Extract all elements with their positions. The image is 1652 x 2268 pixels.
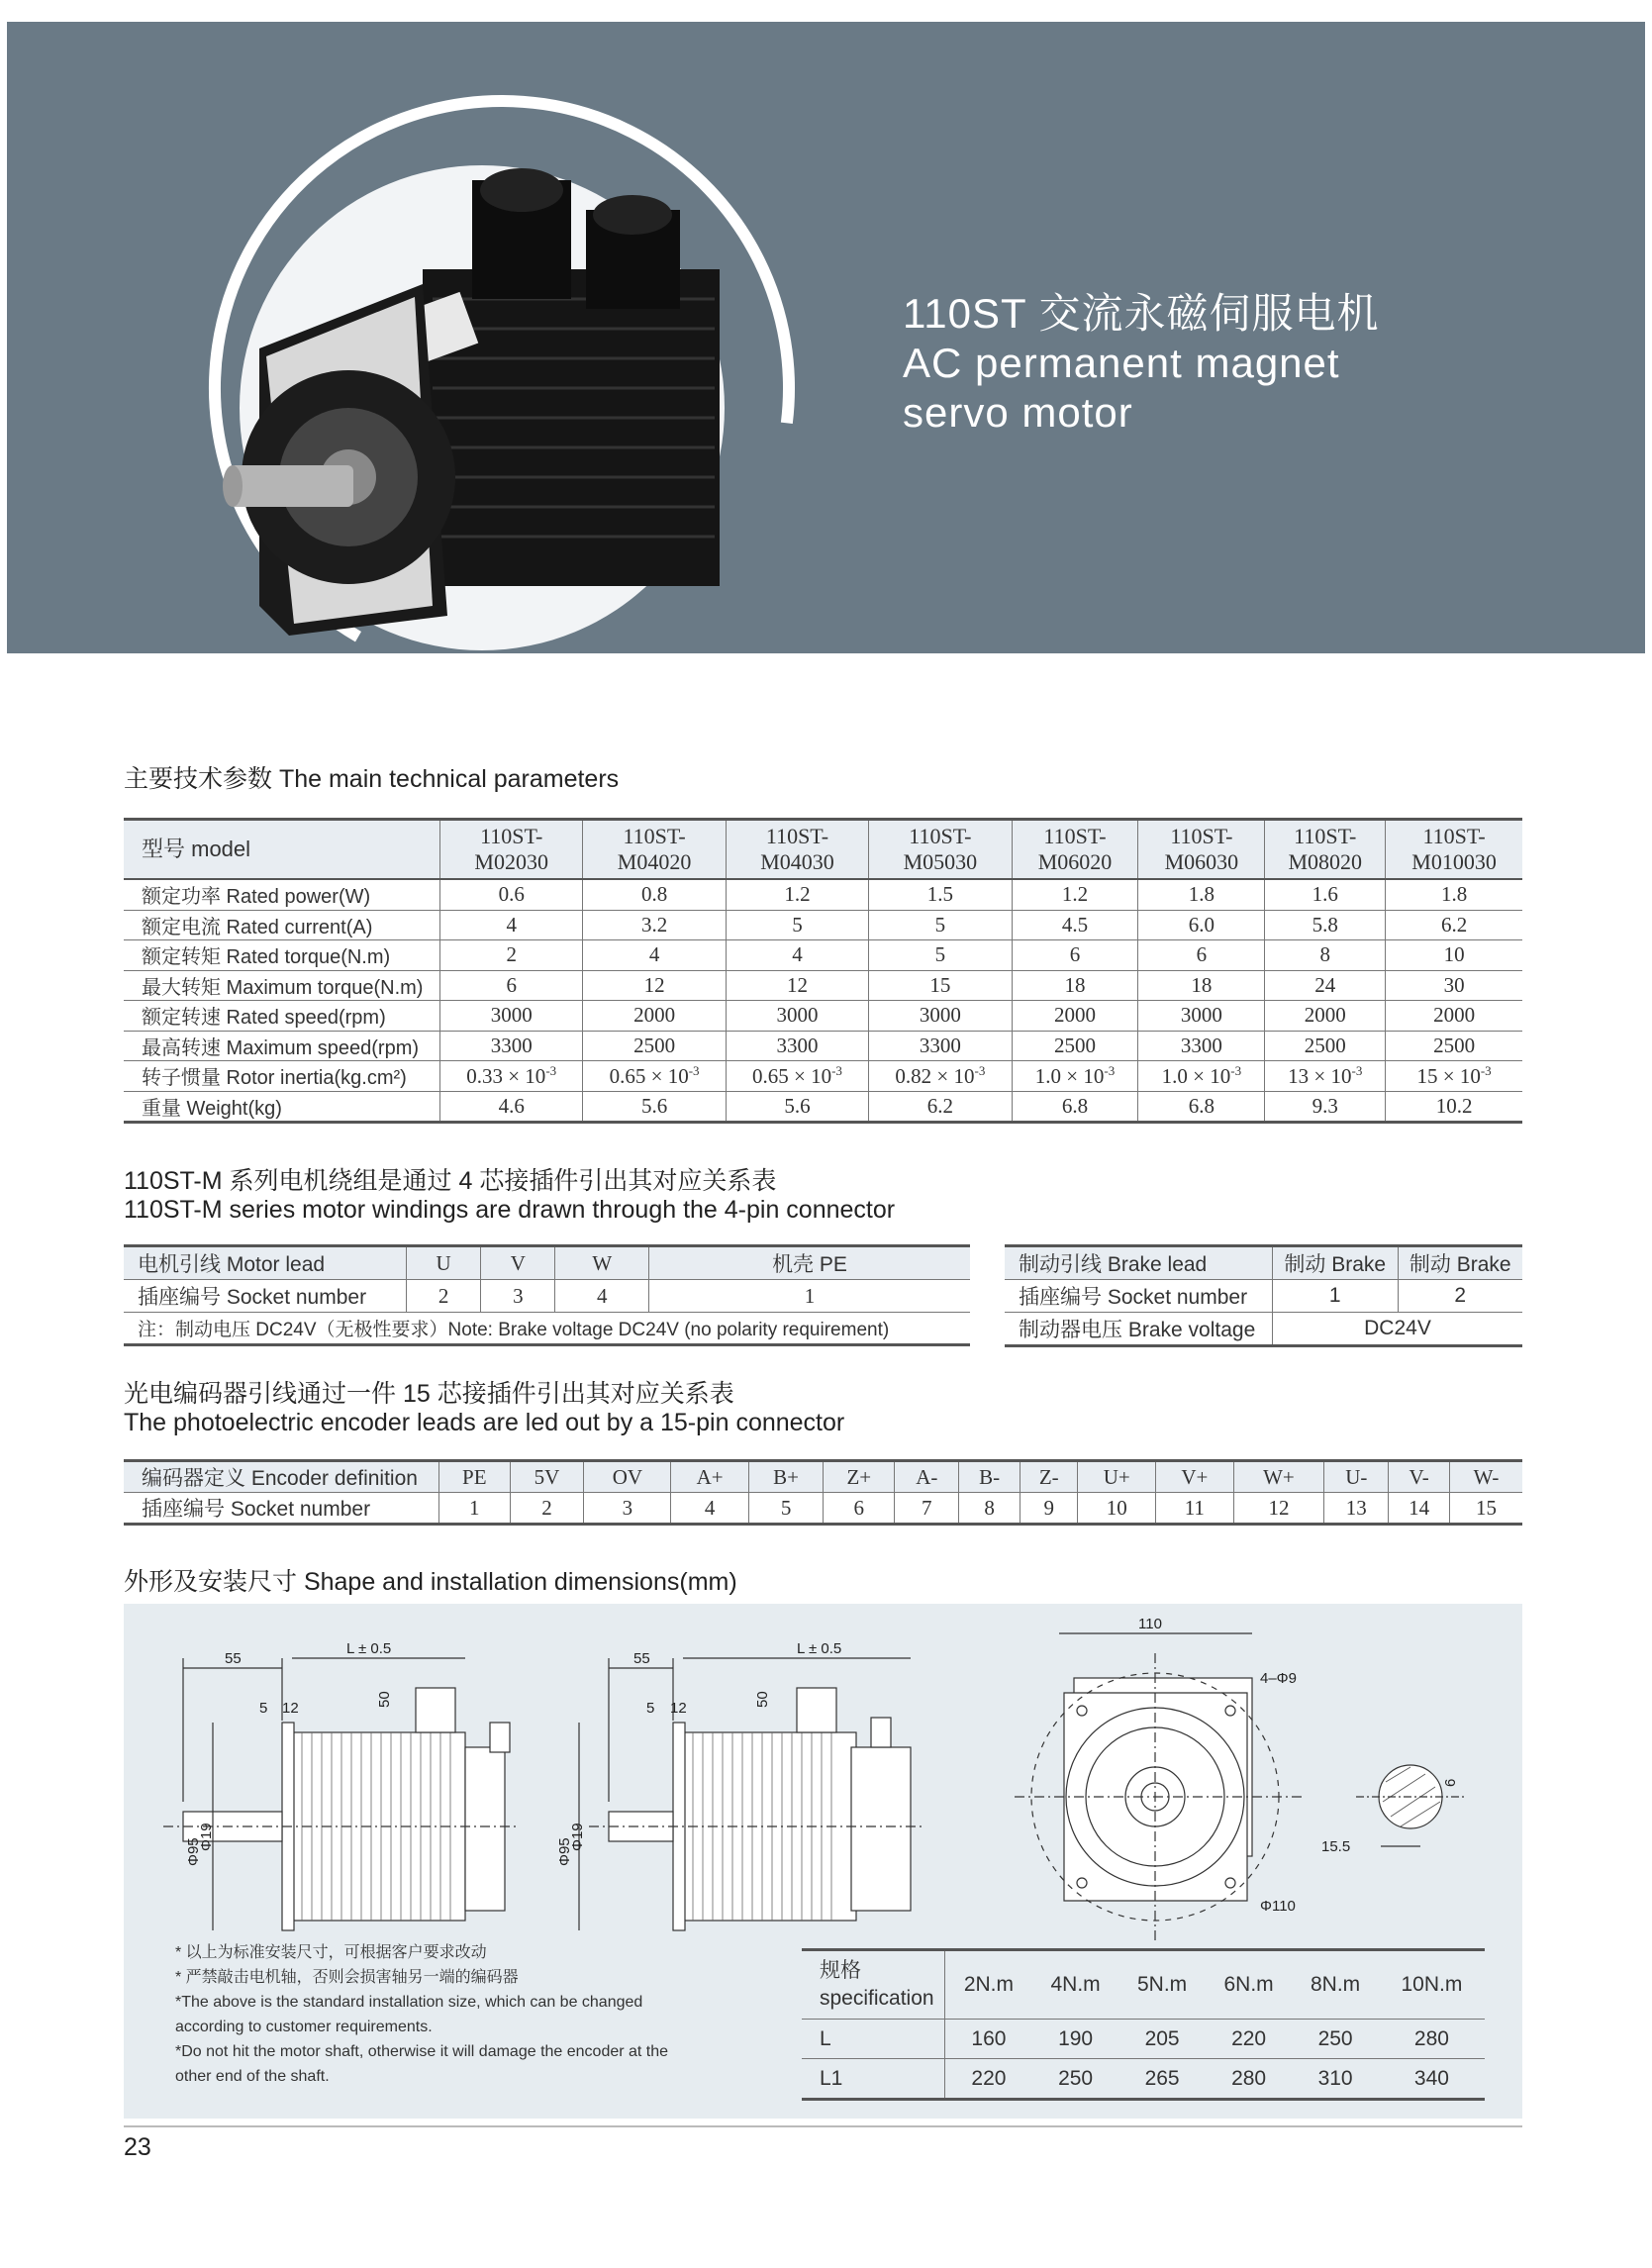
table-cell: 6 (440, 970, 583, 1001)
model-prefix: 110ST- (1294, 824, 1357, 848)
dim-15-5: 15.5 (1321, 1838, 1351, 1855)
table-cell (1012, 1061, 1138, 1092)
model-name (440, 820, 583, 880)
table-cell: 6 (1012, 940, 1138, 971)
model-code: M06030 (1164, 849, 1239, 874)
hero-title-cn: 110ST 交流永磁伺服电机 (903, 290, 1380, 337)
spec-cell: 220 (1206, 2020, 1293, 2059)
row-label: 转子惯量 Rotor inertia(kg.cm²) (124, 1061, 440, 1092)
params-header-row (124, 820, 1522, 880)
motor-photo (7, 22, 1645, 653)
table-cell: 5 (869, 940, 1012, 971)
encoder-socket-cell: 7 (895, 1493, 959, 1525)
encoder-def-cell: W+ (1233, 1461, 1324, 1493)
cell: 插座编号 Socket number (1005, 1280, 1273, 1313)
table-cell: 5.6 (583, 1091, 726, 1123)
model-name (1012, 820, 1138, 880)
encoder-def-cell: Z+ (824, 1461, 895, 1493)
encoder-def-cell: OV (584, 1461, 671, 1493)
spec-header-cn: 规格 (820, 1959, 861, 1982)
cell: DC24V (1273, 1313, 1523, 1346)
table-cell: 3000 (726, 1001, 868, 1032)
cell-exponent: -3 (1480, 1062, 1492, 1078)
spec-cell: 250 (1292, 2020, 1379, 2059)
hero-title (903, 289, 1380, 438)
cell: V (481, 1246, 555, 1280)
cell-exponent: -3 (1230, 1062, 1242, 1078)
brake-voltage-row (1005, 1313, 1522, 1346)
encoder-socket-row (124, 1493, 1522, 1525)
table-cell (583, 1061, 726, 1092)
cell-value: 13 × 10 (1288, 1063, 1352, 1088)
table-cell: 10.2 (1386, 1091, 1522, 1123)
table-row (124, 970, 1522, 1001)
motor-lead-row (124, 1246, 970, 1280)
model-code: M010030 (1411, 849, 1497, 874)
row-label: 最高转速 Maximum speed(rpm) (124, 1031, 440, 1061)
cell: 制动引线 Brake lead (1005, 1246, 1273, 1280)
spec-cell: 310 (1292, 2059, 1379, 2100)
table-cell: 3300 (869, 1031, 1012, 1061)
encoder-socket-cell: 9 (1020, 1493, 1078, 1525)
side-view-left (163, 1640, 520, 1930)
encoder-title-cn: 光电编码器引线通过一件 15 芯接插件引出其对应关系表 (124, 1380, 734, 1408)
cell-exponent: -3 (1351, 1062, 1363, 1078)
table-cell: 6 (1138, 940, 1265, 971)
page-number: 23 (124, 2133, 151, 2161)
encoder-def-cell: 5V (510, 1461, 584, 1493)
table-cell: 2000 (1265, 1001, 1386, 1032)
encoder-def-row (124, 1461, 1522, 1493)
lead-title-en: 110ST-M series motor windings are drawn through the 4-pin connector (124, 1196, 896, 1224)
encoder-def-cell: B+ (748, 1461, 823, 1493)
encoder-def-cell: Z- (1020, 1461, 1078, 1493)
cell: 2 (1398, 1280, 1522, 1313)
encoder-def-cell: A- (895, 1461, 959, 1493)
table-cell: 5.8 (1265, 910, 1386, 940)
table-cell: 4 (583, 940, 726, 971)
hero-title-en-1: AC permanent magnet (903, 340, 1340, 386)
cell: 制动 Brake (1273, 1246, 1399, 1280)
table-cell (1265, 1061, 1386, 1092)
spec-col-header: 4N.m (1032, 1950, 1119, 2020)
cell: 1 (648, 1280, 970, 1313)
motor-lead-table (124, 1244, 970, 1346)
note-line: according to customer requirements. (175, 2019, 433, 2035)
cell-value: 1.0 × 10 (1034, 1063, 1105, 1088)
encoder-socket-cell: 4 (671, 1493, 749, 1525)
note-line: * 严禁敲击电机轴，否则会损害轴另一端的编码器 (175, 1969, 519, 1986)
encoder-def-cell: U- (1324, 1461, 1389, 1493)
model-prefix: 110ST- (480, 824, 543, 848)
table-cell: 2000 (1386, 1001, 1522, 1032)
model-prefix: 110ST- (1422, 824, 1486, 848)
table-cell: 1.6 (1265, 879, 1386, 910)
cell-value: 0.65 × 10 (609, 1063, 689, 1088)
cell-value: 1.0 × 10 (1161, 1063, 1231, 1088)
cell-exponent: -3 (831, 1062, 842, 1078)
spec-cell: 280 (1206, 2059, 1293, 2100)
table-cell: 4.5 (1012, 910, 1138, 940)
cell: U (407, 1246, 481, 1280)
dim-55: 55 (225, 1650, 242, 1667)
encoder-def-cell: B- (959, 1461, 1020, 1493)
row-label: 额定功率 Rated power(W) (124, 879, 440, 910)
model-header: 型号 model (124, 820, 440, 880)
svg-text:50: 50 (754, 1691, 771, 1708)
table-cell: 2500 (1265, 1031, 1386, 1061)
dim-phi19: Φ19 (198, 1823, 215, 1851)
table-cell: 5 (726, 910, 868, 940)
svg-text:12: 12 (670, 1700, 687, 1717)
spec-col-header: 8N.m (1292, 1950, 1379, 2020)
table-cell: 4 (440, 910, 583, 940)
note-line: other end of the shaft. (175, 2068, 330, 2085)
table-cell: 30 (1386, 970, 1522, 1001)
dim-5: 5 (259, 1700, 268, 1717)
row-label: 额定转速 Rated speed(rpm) (124, 1001, 440, 1032)
table-cell: 3.2 (583, 910, 726, 940)
table-row (124, 1001, 1522, 1032)
model-name (869, 820, 1012, 880)
table-cell: 15 (869, 970, 1012, 1001)
table-cell: 2 (440, 940, 583, 971)
dim-110: 110 (1138, 1616, 1162, 1632)
model-prefix: 110ST- (623, 824, 686, 848)
table-row (124, 879, 1522, 910)
table-cell: 6.8 (1138, 1091, 1265, 1123)
table-cell: 8 (1265, 940, 1386, 971)
table-cell: 3300 (726, 1031, 868, 1061)
model-code: M02030 (474, 849, 548, 874)
table-cell: 2500 (1012, 1031, 1138, 1061)
encoder-def-cell: W- (1450, 1461, 1523, 1493)
spec-header-row (802, 1950, 1485, 2020)
model-name (1138, 820, 1265, 880)
cell-value: 0.33 × 10 (466, 1063, 546, 1088)
dim-holes: 4–Φ9 (1260, 1670, 1297, 1687)
cell-exponent: -3 (974, 1062, 986, 1078)
note-line: *Do not hit the motor shaft, otherwise it will damage the encoder at the (175, 2043, 669, 2060)
table-cell: 3000 (869, 1001, 1012, 1032)
table-cell (869, 1061, 1012, 1092)
cell: 插座编号 Socket number (124, 1280, 407, 1313)
encoder-socket-cell: 15 (1450, 1493, 1523, 1525)
encoder-socket-cell: 14 (1389, 1493, 1450, 1525)
svg-text:5: 5 (646, 1700, 655, 1717)
dim-12: 12 (282, 1700, 299, 1717)
table-cell (440, 1061, 583, 1092)
dims-title: 外形及安装尺寸 Shape and installation dimensions(mm) (124, 1568, 737, 1596)
spec-cell: 160 (945, 2020, 1032, 2059)
dim-phi110: Φ110 (1260, 1898, 1296, 1915)
table-cell: 1.5 (869, 879, 1012, 910)
cell: 机壳 PE (648, 1246, 970, 1280)
table-cell: 10 (1386, 940, 1522, 971)
dim-phi95: Φ95 (185, 1837, 202, 1866)
table-cell: 6.2 (1386, 910, 1522, 940)
table-cell: 3300 (440, 1031, 583, 1061)
table-cell: 4.6 (440, 1091, 583, 1123)
table-cell: 3300 (1138, 1031, 1265, 1061)
encoder-socket-cell: 2 (510, 1493, 584, 1525)
cell-exponent: -3 (688, 1062, 700, 1078)
table-cell: 1.2 (1012, 879, 1138, 910)
encoder-socket-cell: 12 (1233, 1493, 1324, 1525)
note-row (124, 1313, 970, 1345)
table-cell (1386, 1061, 1522, 1092)
table-cell: 4 (726, 940, 868, 971)
table-row (124, 910, 1522, 940)
params-table (124, 818, 1522, 1124)
encoder-socket-cell: 11 (1156, 1493, 1234, 1525)
table-cell: 1.8 (1386, 879, 1522, 910)
encoder-def-cell: A+ (671, 1461, 749, 1493)
note-line: * 以上为标准安装尺寸，可根据客户要求改动 (175, 1944, 487, 1961)
cell: 编码器定义 Encoder definition (124, 1461, 439, 1493)
brake-socket-row (1005, 1280, 1522, 1313)
encoder-socket-cell: 8 (959, 1493, 1020, 1525)
lead-title-cn: 110ST-M 系列电机绕组是通过 4 芯接插件引出其对应关系表 (124, 1167, 777, 1195)
cell-exponent: -3 (545, 1062, 557, 1078)
svg-text:L ± 0.5: L ± 0.5 (797, 1640, 842, 1657)
spec-header-en: specification (820, 1987, 934, 2010)
encoder-socket-cell: 5 (748, 1493, 823, 1525)
model-prefix: 110ST- (765, 824, 829, 848)
cell: 制动器电压 Brake voltage (1005, 1313, 1273, 1346)
table-cell: 0.8 (583, 879, 726, 910)
cell: 1 (1273, 1280, 1399, 1313)
encoder-def-cell: V+ (1156, 1461, 1234, 1493)
table-cell: 2500 (583, 1031, 726, 1061)
model-code: M05030 (903, 849, 978, 874)
table-cell: 9.3 (1265, 1091, 1386, 1123)
table-cell: 2000 (1012, 1001, 1138, 1032)
table-cell: 6.0 (1138, 910, 1265, 940)
table-cell: 1.8 (1138, 879, 1265, 910)
svg-text:55: 55 (633, 1650, 650, 1667)
cell-value: 0.65 × 10 (752, 1063, 832, 1088)
spec-cell: 280 (1379, 2020, 1485, 2059)
spec-col-header: 6N.m (1206, 1950, 1293, 2020)
spec-cell: 190 (1032, 2020, 1119, 2059)
footer-divider (124, 2125, 1522, 2127)
cell: W (555, 1246, 649, 1280)
spec-table (802, 1948, 1485, 2101)
encoder-socket-cell: 3 (584, 1493, 671, 1525)
hero-banner (7, 22, 1645, 653)
model-name (1386, 820, 1522, 880)
encoder-title-en: The photoelectric encoder leads are led out by a 15-pin connector (124, 1409, 845, 1436)
table-cell: 6.2 (869, 1091, 1012, 1123)
spec-header (802, 1950, 945, 2020)
cell: 插座编号 Socket number (124, 1493, 439, 1525)
shaft-section (1321, 1765, 1465, 1855)
hero-title-en-2: servo motor (903, 389, 1133, 436)
table-cell: 1.2 (726, 879, 868, 910)
model-name (1265, 820, 1386, 880)
row-label: 额定电流 Rated current(A) (124, 910, 440, 940)
brake-note: 注：制动电压 DC24V（无极性要求）Note: Brake voltage DC24V (no polarity requirement) (124, 1313, 970, 1345)
svg-text:Φ95: Φ95 (556, 1837, 573, 1866)
cell: 2 (407, 1280, 481, 1313)
model-code: M08020 (1288, 849, 1363, 874)
brake-row (1005, 1246, 1522, 1280)
table-cell: 5 (869, 910, 1012, 940)
dim-6: 6 (1442, 1778, 1459, 1787)
encoder-socket-cell: 1 (439, 1493, 511, 1525)
spec-row (802, 2059, 1485, 2100)
spec-col-header: 2N.m (945, 1950, 1032, 2020)
encoder-socket-cell: 6 (824, 1493, 895, 1525)
cell-exponent: -3 (1104, 1062, 1116, 1078)
spec-cell: 220 (945, 2059, 1032, 2100)
spec-cell: 250 (1032, 2059, 1119, 2100)
table-cell: 12 (583, 970, 726, 1001)
svg-text:Φ19: Φ19 (569, 1823, 586, 1851)
cell: 电机引线 Motor lead (124, 1246, 407, 1280)
cell: 4 (555, 1280, 649, 1313)
table-cell: 2500 (1386, 1031, 1522, 1061)
spec-row-label: L (802, 2020, 945, 2059)
note-line: *The above is the standard installation size, which can be changed (175, 1994, 643, 2011)
table-row (124, 940, 1522, 971)
encoder-def-cell: U+ (1078, 1461, 1156, 1493)
install-notes (175, 1940, 759, 2089)
side-view-right (556, 1640, 925, 1930)
table-cell: 18 (1138, 970, 1265, 1001)
cell: 制动 Brake (1398, 1246, 1522, 1280)
spec-cell: 205 (1118, 2020, 1206, 2059)
table-cell (1138, 1061, 1265, 1092)
model-prefix: 110ST- (1170, 824, 1233, 848)
table-cell (726, 1061, 868, 1092)
model-prefix: 110ST- (909, 824, 972, 848)
model-name (583, 820, 726, 880)
model-prefix: 110ST- (1043, 824, 1107, 848)
model-name (726, 820, 868, 880)
table-cell: 18 (1012, 970, 1138, 1001)
dimension-panel (124, 1604, 1522, 2119)
table-row (124, 1091, 1522, 1123)
spec-col-header: 5N.m (1118, 1950, 1206, 2020)
spec-row-label: L1 (802, 2059, 945, 2100)
encoder-def-cell: PE (439, 1461, 511, 1493)
row-label: 重量 Weight(kg) (124, 1091, 440, 1123)
table-cell: 6.8 (1012, 1091, 1138, 1123)
spec-cell: 340 (1379, 2059, 1485, 2100)
encoder-def-cell: V- (1389, 1461, 1450, 1493)
encoder-socket-cell: 13 (1324, 1493, 1389, 1525)
table-row (124, 1031, 1522, 1061)
table-cell: 24 (1265, 970, 1386, 1001)
dim-l: L ± 0.5 (346, 1640, 392, 1657)
row-label: 额定转矩 Rated torque(N.m) (124, 940, 440, 971)
table-cell: 0.6 (440, 879, 583, 910)
encoder-table (124, 1459, 1522, 1526)
table-cell: 3000 (1138, 1001, 1265, 1032)
dim-50: 50 (376, 1691, 393, 1708)
table-cell: 3000 (440, 1001, 583, 1032)
front-view (1015, 1616, 1302, 1940)
table-cell: 12 (726, 970, 868, 1001)
table-cell: 2000 (583, 1001, 726, 1032)
model-code: M04030 (760, 849, 834, 874)
table-cell: 5.6 (726, 1091, 868, 1123)
cell: 3 (481, 1280, 555, 1313)
encoder-socket-cell: 10 (1078, 1493, 1156, 1525)
cell-value: 15 × 10 (1416, 1063, 1481, 1088)
model-code: M06020 (1037, 849, 1113, 874)
spec-row (802, 2020, 1485, 2059)
table-row (124, 1061, 1522, 1092)
spec-cell: 265 (1118, 2059, 1206, 2100)
row-label: 最大转矩 Maximum torque(N.m) (124, 970, 440, 1001)
model-code: M04020 (617, 849, 692, 874)
spec-col-header: 10N.m (1379, 1950, 1485, 2020)
params-title: 主要技术参数 The main technical parameters (124, 765, 620, 793)
brake-lead-table (1005, 1244, 1522, 1347)
cell-value: 0.82 × 10 (895, 1063, 975, 1088)
socket-row (124, 1280, 970, 1313)
